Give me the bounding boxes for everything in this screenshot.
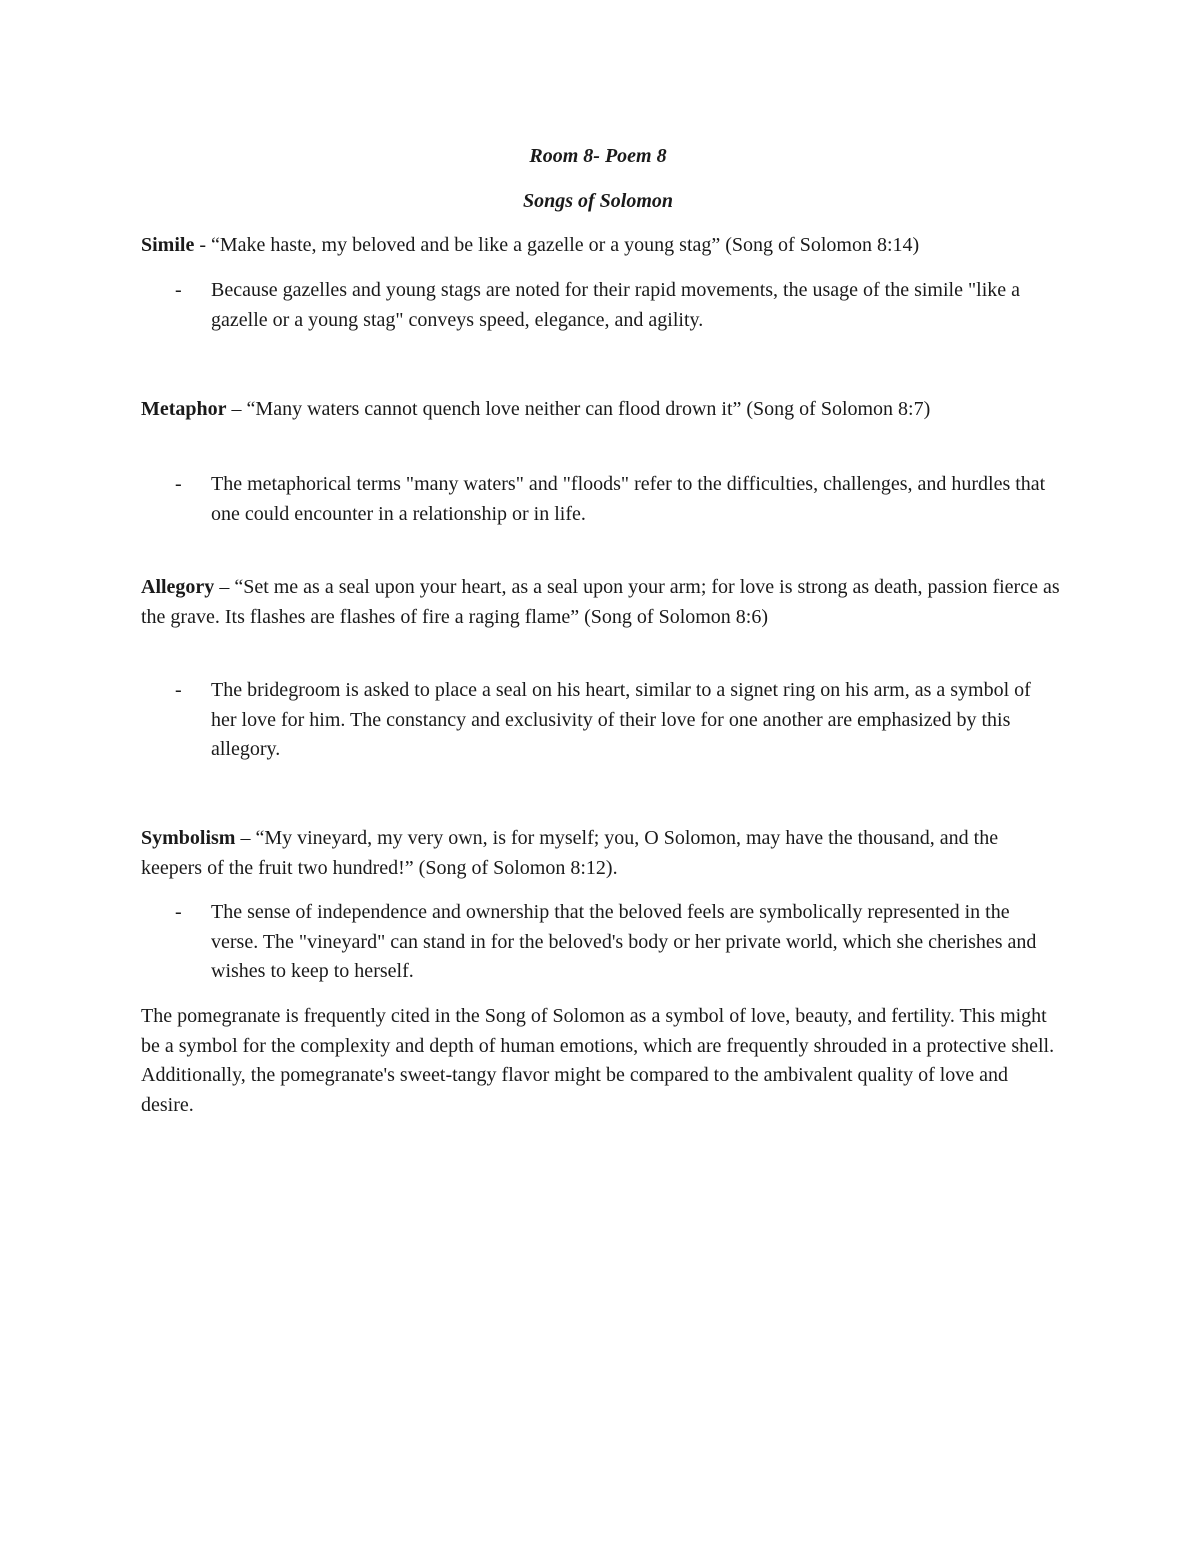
section-separator: -: [194, 234, 212, 256]
metaphor-definition: [141, 395, 1061, 425]
section-quote: “Many waters cannot quench love neither can flood drown it” (Song of Solomon 8:7): [246, 398, 931, 420]
section-quote: “Set me as a seal upon your heart, as a seal upon your arm; for love is strong as death, passion fierce as the grave. Its flashes are flashes of fire a raging flame” (Song of Solomon 8:6): [141, 576, 1060, 628]
bullet-text: The sense of independence and ownership that the beloved feels are symbolically represented in the verse. The "vineyard" can stand in for the beloved's body or her private world, which she cherishes and wishes to keep to herself.: [211, 901, 1037, 982]
document-subtitle: Songs of Solomon: [522, 190, 674, 212]
bullet-text: The metaphorical terms "many waters" and "floods" refer to the difficulties, challenges, and hurdles that one could encounter in a relationship or in life.: [211, 473, 1046, 525]
bullet-marker: -: [175, 901, 182, 923]
section-quote: “My vineyard, my very own, is for myself; you, O Solomon, may have the thousand, and the keepers of the fruit two hundred!” (Song of Solomon 8:12).: [141, 827, 999, 879]
closing-paragraph: The pomegranate is frequently cited in the Song of Solomon as a symbol of love, beauty, and fertility. This might be a symbol for the complexity and depth of human emotions, which are frequently shrouded in a protective shell. Additionally, the pomegranate's sweet-tangy flavor might be compared to the ambivalent quality of love and desire.: [141, 1005, 1055, 1116]
section-separator: –: [235, 827, 256, 849]
section-separator: –: [214, 576, 235, 598]
simile-definition: [141, 231, 1061, 261]
bullet-text: Because gazelles and young stags are noted for their rapid movements, the usage of the simile "like a gazelle or a young stag" conveys speed, elegance, and agility.: [211, 279, 1021, 331]
section-term: Simile: [141, 234, 195, 256]
document-title: Room 8- Poem 8: [529, 145, 667, 167]
section-term: Allegory: [141, 576, 215, 598]
bullet-text: The bridegroom is asked to place a seal on his heart, similar to a signet ring on his arm, as a symbol of her love for him. The constancy and exclusivity of their love for one another are emphasized by this allegory.: [211, 679, 1031, 760]
bullet-marker: -: [175, 473, 182, 495]
bullet-marker: -: [175, 279, 182, 301]
symbolism-definition: [141, 824, 1061, 883]
section-term: Metaphor: [141, 398, 227, 420]
section-quote: “Make haste, my beloved and be like a gazelle or a young stag” (Song of Solomon 8:14): [211, 234, 920, 256]
section-separator: –: [226, 398, 247, 420]
allegory-definition: [141, 573, 1061, 632]
bullet-marker: -: [175, 679, 182, 701]
section-term: Symbolism: [141, 827, 236, 849]
